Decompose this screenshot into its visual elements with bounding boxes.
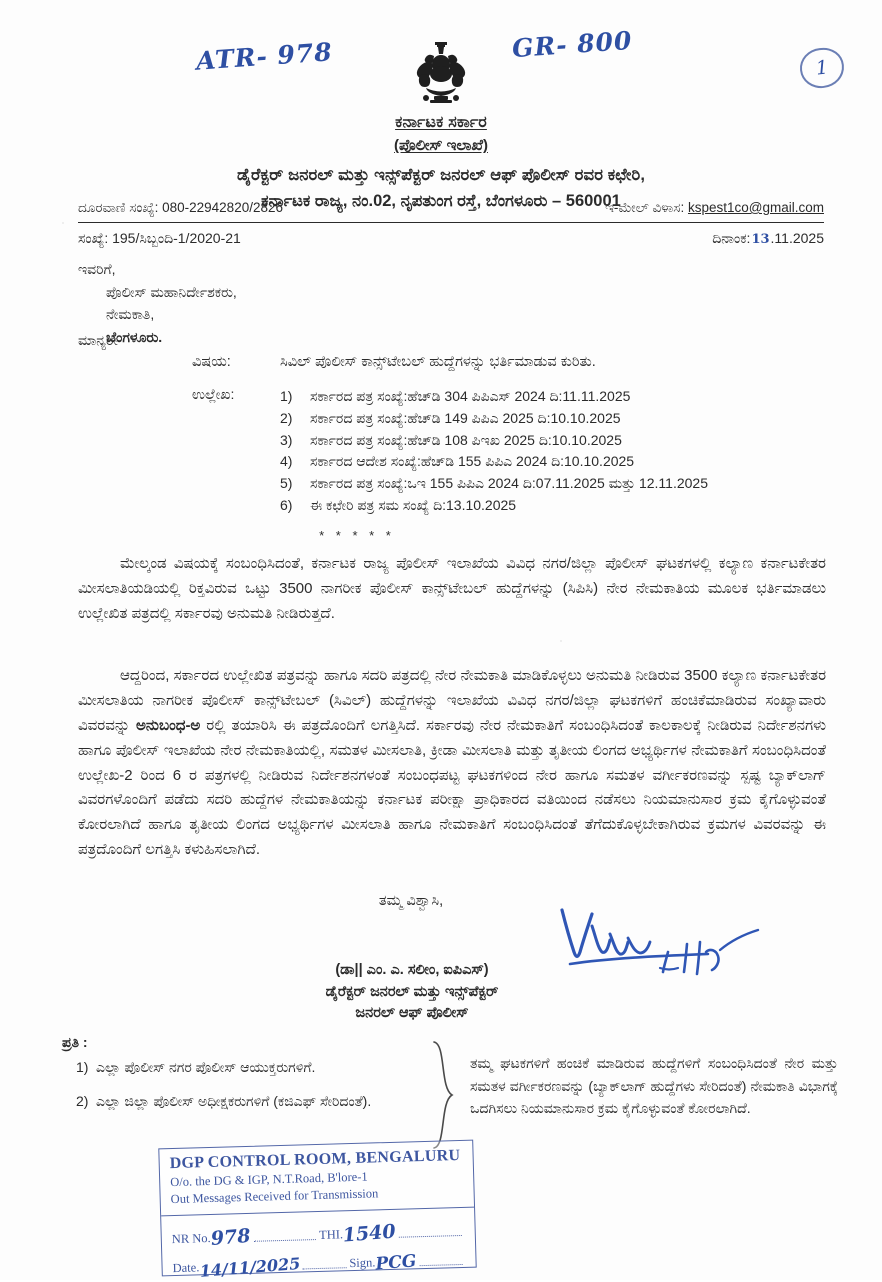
stamp-line-3: Out Messages Received for Transmission [170,1186,379,1207]
reference-text: ಸರ್ಕಾರದ ಪತ್ರ ಸಂಖ್ಯೆ:ಒಇ 155 ಪಿಪಿಎ 2024 ದಿ:07.11.2025 ಮತ್ತು 12.11.2025 [310,475,709,492]
references-label: ಉಲ್ಲೇಖ: [192,386,235,402]
stamp-thi-value: 1540 [342,1220,397,1247]
stamp-divider [161,1207,474,1217]
stamp-thi-label: THI. [318,1227,344,1242]
letter-date-rest: .11.2025 [770,230,824,246]
references-row [192,386,708,517]
reference-text: ಸರ್ಕಾರದ ಪತ್ರ ಸಂಖ್ಯೆ:ಹೆಚ್‌ಡಿ 304 ಪಿಪಿಎಸ್ 2024 ದಿ:11.11.2025 [310,388,631,404]
reference-number: 6) [280,497,293,514]
letterhead [0,112,882,212]
subject-label: ವಿಷಯ: [192,354,231,370]
annexure-reference: ಅನುಬಂಧ-ಅ [135,716,201,734]
email-value: kspest1co@gmail.com [687,200,824,215]
file-number-label: ಸಂಖ್ಯೆ: [78,230,109,246]
scan-speck [62,222,64,224]
handwritten-gr-number: GR- 800 [511,25,634,64]
reference-text: ಈ ಕಛೇರಿ ಪತ್ರ ಸಮ ಸಂಖ್ಯೆ ದಿ:13.10.2025 [310,497,517,514]
email-block [605,200,824,216]
reference-text: ಸರ್ಕಾರದ ಪತ್ರ ಸಂಖ್ಯೆ:ಹೆಚ್‌ಡಿ 149 ಪಿಪಿಎ 2025 ದಿ:10.10.2025 [310,409,621,426]
reference-item [280,430,708,452]
signatory-name: (ಡಾ|| ಎಂ. ಎ. ಸಲೀಂ, ಐಪಿಎಸ್) [335,962,489,978]
government-name: ಕರ್ನಾಟಕ ಸರ್ಕಾರ [395,114,487,131]
stamp-date-value: 14/11/2025 [198,1253,301,1281]
section-separator: * * * * * [319,528,395,543]
stamp-line-1: DGP CONTROL ROOM, BENGALURU [169,1146,461,1173]
stamp-sign-dots [419,1264,462,1266]
phone-block [78,200,283,216]
file-number-value: 195/ಸಿಬ್ಬಂದಿ-1/2020-21 [112,230,241,246]
copy-to-item [62,1091,462,1112]
signatory-title-line-2: ಜನರಲ್ ಆಫ್ ಪೊಲೀಸ್ [355,1004,469,1021]
body-paragraph-1: ಮೇಲ್ಕಂಡ ವಿಷಯಕ್ಕೆ ಸಂಬಂಧಿಸಿದಂತೆ, ಕರ್ನಾಟಕ ರಾಜ್ಯ ಪೊಲೀಸ್ ಇಲಾಖೆಯ ವಿವಿಧ ನಗರ/ಜಿಲ್ಲಾ ಪೊಲೀಸ್ ಘಟಕಗಳಲ್ಲಿ ಕಲ್ಯಾಣ ಕರ್ನಾಟಕೇತರ ಮೀಸಲಾತಿಯಡಿಯಲ್ಲಿ ರಿಕ್ತವಿರುವ ಒಟ್ಟು 3500 ನಾಗರೀಕ ಪೊಲೀಸ್ ಕಾನ್ಸ್‌ಟೇಬಲ್ ಹುದ್ದೆಗಳನ್ನು (ಸಿಪಿಸಿ) ನೇರ ನೇಮಕಾತಿಯ ಮೂಲಕ ಭರ್ತಿಮಾಡಲು ಉಲ್ಲೇಖಿತ ಪತ್ರದಲ್ಲಿ ಸರ್ಕಾರವು ಅನುಮತಿ ನೀಡಿರುತ್ತದೆ. [78,555,826,622]
copy-to-text: ಎಲ್ಲಾ ಪೊಲೀಸ್ ನಗರ ಪೊಲೀಸ್ ಆಯುಕ್ತರುಗಳಿಗೆ. [96,1059,316,1075]
salutation: ಮಾನ್ಯರೇ [78,332,118,348]
reference-text: ಸರ್ಕಾರದ ಪತ್ರ ಸಂಖ್ಯೆ:ಹೆಚ್‌ಡಿ 108 ಪಿಇಖ 2025 ದಿ:10.10.2025 [310,431,622,448]
handwritten-page-number-circle: 1 [798,46,846,90]
copy-to-item [62,1057,462,1078]
stamp-nr-row [171,1217,465,1250]
scan-speck [560,640,562,642]
addressee-to-label: ಇವರಿಗೆ, [78,261,116,277]
stamp-line-2: O/o. the DG & IGP, N.T.Road, B'lore-1 [170,1169,368,1190]
copy-to-number: 1) [76,1059,89,1075]
file-number-block [78,230,241,247]
reference-item [280,451,708,473]
reference-number: 3) [280,431,293,448]
stamp-date-row [172,1248,465,1281]
department-name: (ಪೊಲೀಸ್ ಇಲಾಖೆ) [394,137,488,155]
letter-date-label: ದಿನಾಂಕ: [712,230,751,246]
reference-number: 5) [280,475,293,492]
addressee-line-1: ಪೊಲೀಸ್ ಮಹಾನಿರ್ದೇಶಕರು, [106,283,237,300]
copy-to-list [62,1057,462,1112]
reference-date-row [78,230,824,247]
reference-text: ಸರ್ಕಾರದ ಆದೇಶ ಸಂಖ್ಯೆ:ಹೆಚ್‌ಡಿ 155 ಪಿಪಿಎ 2024 ದಿ:10.10.2025 [310,453,635,470]
stamp-nr-label: NR No. [171,1230,211,1247]
letter-date-block [712,230,824,247]
subject-row [192,354,596,370]
reference-item [280,495,708,517]
reference-item [280,473,708,495]
addressee-line-2: ನೇಮಕಾತಿ, [106,306,155,323]
stamp-date-dots [303,1267,346,1269]
copy-to-label: ಪ್ರತಿ : [62,1034,88,1050]
header-divider [78,222,824,223]
reference-number: 4) [280,453,293,470]
body-paragraph-2-part2: ರಲ್ಲಿ ತಯಾರಿಸಿ ಈ ಪತ್ರದೊಂದಿಗೆ ಲಗತ್ತಿಸಿದೆ. ಸರ್ಕಾರವು ನೇರ ನೇಮಕಾತಿಗೆ ಸಂಬಂಧಿಸಿದಂತೆ ಕಾಲಕಾಲಕ್ಕೆ ನೀಡಿರುವ ನಿರ್ದೇಶನಗಳು ಹಾಗೂ ಪೊಲೀಸ್ ಇಲಾಖೆಯ ನೇರ ನೇಮಕಾತಿಯಲ್ಲಿ, ಸಮತಳ ಮೀಸಲಾತಿ, ಕ್ರೀಡಾ ಮೀಸಲಾತಿ ಮತ್ತು ತೃತೀಯ ಲಿಂಗದ ಅಭ್ಯರ್ಥಿಗಳ ನೇಮಕಾತಿಗೆ ಸಂಬಂಧಿಸಿದಂತೆ ಉಲ್ಲೇಖ-2 ರಿಂದ 6 ರ ಪತ್ರಗಳಲ್ಲಿ ನೀಡಿರುವ ನಿರ್ದೇಶನಗಳಂತೆ ಸಂಬಂಧಪಟ್ಟ ಘಟಕಗಳಿಂದ ನೇರ ಹಾಗೂ ಸಮತಳ ವರ್ಗೀಕರಣವನ್ನು ಸ್ಪಷ್ಟ ಬ್ಯಾಕ್‌ಲಾಗ್ ವಿವರಗಳೊಂದಿಗೆ ಪಡೆದು ಸದರಿ ಹುದ್ದೆಗಳ ನೇಮಕಾತಿಯನ್ನು ಕರ್ನಾಟಕ ಪರೀಕ್ಷಾ ಪ್ರಾಧಿಕಾರದ ವತಿಯಿಂದ ನಡೆಸಲು ನಿಯಮಾನುಸಾರ ಕ್ರಮ ಕೈಗೊಳ್ಳುವಂತೆ ಕೋರಲಾಗಿದೆ ಹಾಗೂ ತೃತೀಯ ಲಿಂಗದ ಅಭ್ಯರ್ಥಿಗಳ ಮೀಸಲಾತಿ ಹಾಗೂ ನೇಮಕಾತಿಗೆ ಸಂಬಂಧಿಸಿದಂತೆ ತೆಗೆದುಕೊಳ್ಳಬೇಕಾಗಿರುವ ಕ್ರಮಗಳ ವಿವರವನ್ನು ಈ ಪತ್ರದೊಂದಿಗೆ ಲಗತ್ತಿಸಿ ಕಳುಹಿಸಲಾಗಿದೆ. [78,716,826,859]
copy-to-text: ಎಲ್ಲಾ ಜಿಲ್ಲಾ ಪೊಲೀಸ್ ಅಧೀಕ್ಷಕರುಗಳಿಗೆ (ಕಜಿಎಫ್ ಸೇರಿದಂತೆ). [96,1093,372,1109]
subject-text: ಸಿವಿಲ್ ಪೊಲೀಸ್ ಕಾನ್ಸ್‌ಟೇಬಲ್ ಹುದ್ದೆಗಳನ್ನು ಭರ್ತಿಮಾಡುವ ಕುರಿತು. [280,354,596,370]
body-paragraph-2 [78,664,826,863]
stamp-thi-dots [399,1235,462,1238]
stamp-date-label: Date. [172,1260,200,1276]
addressee-line-3: ಬೆಂಗಳೂರು. [106,329,163,346]
reference-number: 1) [280,388,293,404]
signatory-title [0,982,882,1024]
letter-date-day-handwritten: 13 [751,232,770,247]
contact-row [78,200,824,220]
stamp-sign-label: Sign. [349,1255,376,1271]
curly-brace-icon [430,1040,456,1150]
stamp-sign-value: PCG [374,1251,418,1275]
signatory-title-line-1: ಡೈರೆಕ್ಟರ್ ಜನರಲ್ ಮತ್ತು ಇನ್ಸ್‌ಪೆಕ್ಟರ್ [325,984,499,1000]
dgp-control-room-stamp [158,1140,476,1281]
copy-to-note: ತಮ್ಮ ಘಟಕಗಳಿಗೆ ಹಂಚಿಕೆ ಮಾಡಿರುವ ಹುದ್ದೆಗಳಿಗೆ ಸಂಬಂಧಿಸಿದಂತೆ ನೇರ ಮತ್ತು ಸಮತಳ ವರ್ಗೀಕರಣವನ್ನು (ಬ್ಯಾಕ್‌ಲಾಗ್ ಹುದ್ದೆಗಳು ಸೇರಿದಂತೆ) ನೇಮಕಾತಿ ವಿಭಾಗಕ್ಕೆ ಒದಗಿಸಲು ನಿಯಮಾನುಸಾರ ಕ್ರಮ ಕೈಗೊಳ್ಳುವಂತೆ ಕೋರಲಾಗಿದೆ. [470,1055,838,1117]
stamp-nr-value: 978 [209,1224,252,1250]
emblem-container [0,40,882,110]
reference-item [280,408,708,430]
office-address: ಕರ್ನಾಟಕ ರಾಜ್ಯ, ನಂ.02, ನೃಪತುಂಗ ರಸ್ತೆ, ಬೆಂಗಳೂರು – 560001 [261,191,621,210]
stamp-nr-dots [253,1239,316,1242]
phone-label: ದೂರವಾಣಿ ಸಂಖ್ಯೆ: [78,200,159,215]
copy-to-number: 2) [76,1093,89,1109]
office-name: ಡೈರೆಕ್ಟರ್ ಜನರಲ್ ಮತ್ತು ಇನ್ಸ್‌ಪೆಕ್ಟರ್ ಜನರಲ್ ಆಫ್ ಪೊಲೀಸ್ ರವರ ಕಛೇರಿ, [236,165,646,184]
body-paragraph-2-part1: ಆದ್ದರಿಂದ, ಸರ್ಕಾರದ ಉಲ್ಲೇಖಿತ ಪತ್ರವನ್ನು ಹಾಗೂ ಸದರಿ ಪತ್ರದಲ್ಲಿ ನೇರ ನೇಮಕಾತಿ ಮಾಡಿಕೊಳ್ಳಲು ಅನುಮತಿ ನೀಡಿರುವ 3500 ಕಲ್ಯಾಣ ಕರ್ನಾಟಕೇತರ ಮೀಸಲಾತಿಯ ನಾಗರೀಕ ಪೊಲೀಸ್ ಕಾನ್ಸ್‌ಟೇಬಲ್ (ಸಿವಿಲ್) ಹುದ್ದೆಗಳನ್ನು ಇಲಾಖೆಯ ವಿವಿಧ ನಗರ/ಜಿಲ್ಲಾ ಘಟಕಗಳಿಗೆ ಹಂಚಿಕೆಮಾಡಿರುವ ಸಂಖ್ಯಾವಾರು ವಿವರವನ್ನು [78,667,826,734]
signature-closing: ತಮ್ಮ ವಿಶ್ವಾಸಿ, [378,893,444,909]
handwritten-atr-number: ATR- 978 [195,37,334,76]
copy-to-block [62,1034,462,1125]
email-label: ಇ-ಮೇಲ್ ವಿಳಾಸ: [605,200,685,215]
references-list [280,386,708,517]
reference-item [280,386,708,408]
karnataka-state-emblem-icon [410,40,472,110]
reference-number: 2) [280,409,293,426]
phone-value: 080-22942820/2826 [162,200,283,215]
